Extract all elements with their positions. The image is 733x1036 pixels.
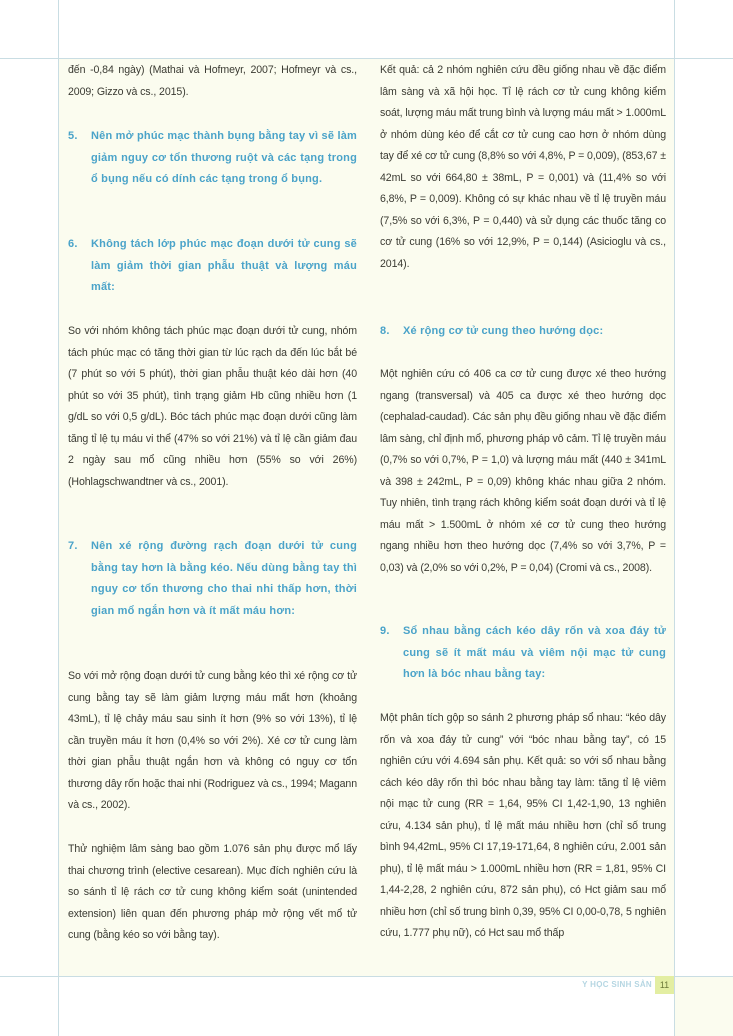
heading-text: Xé rộng cơ tử cung theo hướng dọc: [403, 325, 604, 337]
heading-number: 5. [68, 130, 78, 142]
heading-text: Nên xé rộng đường rạch đoạn dưới tử cung bằng tay hơn là bằng kéo. Nếu dùng bằng tay thì nguy cơ tổn thương cho thai nhi thấp hơn, thời gian mổ ngắn hơn và ít mất máu hơn: [91, 540, 357, 617]
journal-name: Y HỌC SINH SẢN [582, 980, 652, 989]
corner-panel [674, 976, 733, 1036]
section-heading-7 [68, 536, 357, 622]
section-heading-6 [68, 234, 357, 299]
paragraph: So với nhóm không tách phúc mạc đoạn dưới tử cung, nhóm tách phúc mạc có tăng thời gian từ lúc rạch da đến lúc bắt bé (7 phút so với 5 phút), thời gian phẫu thuật kéo dài hơn (40 phút so với 35 phút), tình trạng giảm Hb cũng nhiều hơn (1 g/dL so với 0,5 g/dL). Bóc tách phúc mạc đoạn dưới cũng làm tăng tỉ lệ tụ máu vi thể (47% so với 21%) và tỉ lệ cần giảm đau 2 ngày sau mổ cũng nhiều hơn (55% so với 26%) (Hohlagschwandtner và cs., 2001). [68, 325, 357, 488]
heading-number: 8. [380, 325, 390, 337]
paragraph: Một phân tích gộp so sánh 2 phương pháp sổ nhau: “kéo dây rốn và xoa đáy tử cung” với “bóc nhau bằng tay”, có 15 nghiên cứu với 4.694 sản phụ. Kết quả: so với sổ nhau bằng cách kéo dây rốn thì bóc nhau bằng tay làm: tăng tỉ lệ viêm nội mạc tử cung (RR = 1,64, 95% CI 1,42-1,90, 13 nghiên cứu, 4.134 sản phụ), tỉ lệ mất máu nhiều hơn (chỉ số trung bình 94,42mL, 95% CI 17,19-171,64, 8 nghiên cứu, 2.001 sản phụ), tỉ lệ mất máu > 1.000mL nhiều hơn (RR = 1,81, 95% CI 1,44-2,28, 2 nghiên cứu, 872 sản phụ), có Hct giảm sau mổ nhiều hơn (chỉ số trung bình 0,39, 95% CI 0,00-0,78, 5 nghiên cứu, 1.777 phụ nữ), có Hct sau mổ thấp [380, 712, 666, 939]
section-heading-8 [380, 321, 666, 343]
paragraph: Một nghiên cứu có 406 ca cơ tử cung được xé theo hướng ngang (transversal) và 405 ca được xé theo hướng dọc (cephalad-caudad). Các sản phụ đều giống nhau về đặc điểm lâm sàng, chỉ định mổ, phương pháp vô cảm. Tỉ lệ truyền máu (0,7% so với 0,7%, P = 1,0) và lượng máu mất (440 ± 341mL và 398 ± 242mL, P = 0,09) không khác nhau giữa 2 nhóm. Tuy nhiên, tình trạng rách không kiểm soát đoạn dưới và tỉ lệ máu mất > 1.500mL ở nhóm xé cơ tử cung theo hướng ngang nhiều hơn theo hướng dọc (7,4% so với 3,7%, P = 0,03) và (2,0% so với 0,2%, P = 0,04) (Cromi và cs., 2008). [380, 368, 666, 574]
heading-text: Nên mở phúc mạc thành bụng bằng tay vì sẽ làm giảm nguy cơ tổn thương ruột và các tạng trong ổ bụng nếu có dính các tạng trong ổ bụng. [91, 130, 357, 186]
top-rule [0, 58, 733, 59]
heading-number: 9. [380, 625, 390, 637]
section-heading-5 [68, 126, 357, 191]
heading-number: 7. [68, 540, 78, 552]
heading-text: Không tách lớp phúc mạc đoạn dưới tử cung sẽ làm giảm thời gian phẫu thuật và lượng máu mất: [91, 238, 357, 294]
heading-text: Sổ nhau bằng cách kéo dây rốn và xoa đáy tử cung sẽ ít mất máu và viêm nội mạc tử cung hơn là bóc nhau bằng tay: [403, 625, 666, 681]
bottom-rule [0, 976, 733, 977]
section-heading-9 [380, 621, 666, 686]
left-rule [58, 0, 59, 1036]
paragraph: đến -0,84 ngày) (Mathai và Hofmeyr, 2007; Hofmeyr và cs., 2009; Gizzo và cs., 2015). [68, 64, 357, 98]
heading-number: 6. [68, 238, 78, 250]
paragraph: Kết quả: cả 2 nhóm nghiên cứu đều giống nhau về đặc điểm lâm sàng và xã hội học. Tỉ lệ rách cơ tử cung không kiểm soát, lượng máu mất trung bình và lượng máu mất > 1.000mL ở nhóm dùng kéo để cắt cơ tử cung cao hơn ở nhóm dùng tay để xé cơ tử cung (8,8% so với 4,8%, P = 0,009), (853,67 ± 42mL so với 664,80 ± 38mL, P = 0,001) và (11,4% so với 6,8%, P = 0,009). Không có sự khác nhau về tỉ lệ truyền máu (7,5% so với 6,3%, P = 0,440) và sử dụng các thuốc tăng co cơ tử cung (16% so với 12,9%, P = 0,144) (Asicioglu và cs., 2014). [380, 64, 666, 270]
page-number: 11 [655, 976, 674, 994]
paragraph: Thử nghiệm lâm sàng bao gồm 1.076 sản phụ được mổ lấy thai chương trình (elective cesarean). Mục đích nghiên cứu là so sánh tỉ lệ rách cơ tử cung không kiểm soát (unintended extension) liên quan đến phương pháp mở rộng vết mổ tử cung (bằng kéo so với bằng tay). [68, 843, 357, 941]
right-rule [674, 0, 675, 1036]
paragraph: So với mở rộng đoạn dưới tử cung bằng kéo thì xé rộng cơ tử cung bằng tay sẽ làm giảm lượng máu mất hơn (khoảng 43mL), tỉ lệ chảy máu sau sinh ít hơn (9% so với 13%), tỉ lệ cần truyền máu ít hơn (0,4% so với 2%). Xé cơ tử cung làm thời gian phẫu thuật ngắn hơn và không có nguy cơ tổn thương dây rốn hoặc thai nhi (Rodriguez và cs., 1994; Magann và cs., 2002). [68, 670, 357, 811]
